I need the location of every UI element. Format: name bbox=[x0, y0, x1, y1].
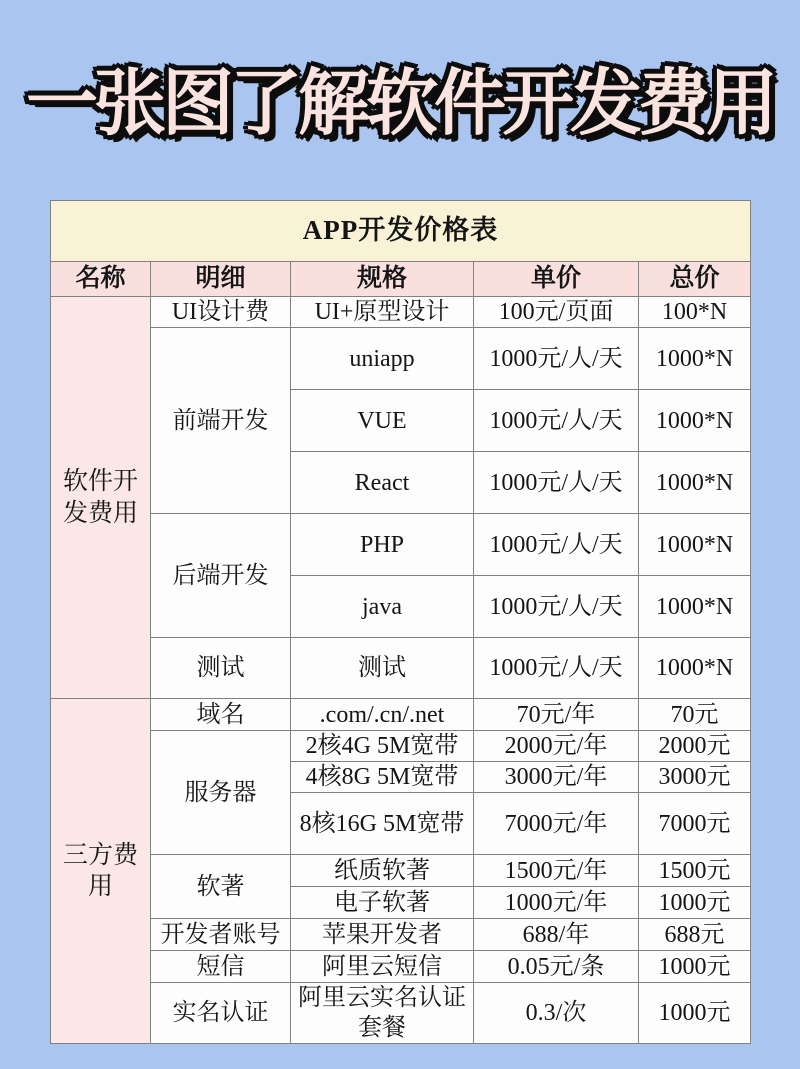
spec-cell: java bbox=[291, 576, 474, 638]
total-price-cell: 1000*N bbox=[639, 576, 751, 638]
unit-price-cell: 100元/页面 bbox=[474, 297, 639, 328]
column-header-3: 单价 bbox=[474, 262, 639, 297]
unit-price-cell: 70元/年 bbox=[474, 699, 639, 731]
detail-cell: 域名 bbox=[151, 699, 291, 731]
table-row bbox=[51, 514, 751, 576]
unit-price-cell: 1000元/人/天 bbox=[474, 576, 639, 638]
total-price-cell: 1000*N bbox=[639, 638, 751, 699]
name-cell: 软件开发费用 bbox=[51, 297, 151, 699]
detail-cell: 后端开发 bbox=[151, 514, 291, 638]
total-price-cell: 2000元 bbox=[639, 731, 751, 762]
price-table-body bbox=[51, 297, 751, 1044]
unit-price-cell: 2000元/年 bbox=[474, 731, 639, 762]
detail-cell: 软著 bbox=[151, 855, 291, 919]
table-row bbox=[51, 983, 751, 1044]
total-price-cell: 1000*N bbox=[639, 328, 751, 390]
total-price-cell: 1500元 bbox=[639, 855, 751, 887]
price-table-head bbox=[51, 201, 751, 297]
spec-cell: .com/.cn/.net bbox=[291, 699, 474, 731]
unit-price-cell: 1000元/年 bbox=[474, 887, 639, 919]
table-row bbox=[51, 699, 751, 731]
spec-cell: 4核8G 5M宽带 bbox=[291, 762, 474, 793]
total-price-cell: 1000*N bbox=[639, 390, 751, 452]
detail-cell: UI设计费 bbox=[151, 297, 291, 328]
unit-price-cell: 1000元/人/天 bbox=[474, 514, 639, 576]
unit-price-cell: 1500元/年 bbox=[474, 855, 639, 887]
table-row bbox=[51, 951, 751, 983]
table-row bbox=[51, 855, 751, 887]
spec-cell: 阿里云实名认证套餐 bbox=[291, 983, 474, 1044]
spec-cell: VUE bbox=[291, 390, 474, 452]
column-header-row bbox=[51, 262, 751, 297]
table-title-row bbox=[51, 201, 751, 262]
spec-cell: 纸质软著 bbox=[291, 855, 474, 887]
table-title: APP开发价格表 bbox=[51, 201, 751, 262]
price-table bbox=[50, 200, 751, 1044]
unit-price-cell: 688/年 bbox=[474, 919, 639, 951]
total-price-cell: 100*N bbox=[639, 297, 751, 328]
unit-price-cell: 7000元/年 bbox=[474, 793, 639, 855]
detail-cell: 前端开发 bbox=[151, 328, 291, 514]
column-header-2: 规格 bbox=[291, 262, 474, 297]
spec-cell: 2核4G 5M宽带 bbox=[291, 731, 474, 762]
column-header-4: 总价 bbox=[639, 262, 751, 297]
page-title: 一张图了解软件开发费用 bbox=[25, 61, 774, 145]
total-price-cell: 1000元 bbox=[639, 951, 751, 983]
total-price-cell: 7000元 bbox=[639, 793, 751, 855]
column-header-1: 明细 bbox=[151, 262, 291, 297]
name-cell: 三方费用 bbox=[51, 699, 151, 1044]
detail-cell: 开发者账号 bbox=[151, 919, 291, 951]
table-row bbox=[51, 328, 751, 390]
table-row bbox=[51, 297, 751, 328]
price-table-container bbox=[50, 200, 750, 1044]
spec-cell: 8核16G 5M宽带 bbox=[291, 793, 474, 855]
unit-price-cell: 0.05元/条 bbox=[474, 951, 639, 983]
unit-price-cell: 1000元/人/天 bbox=[474, 328, 639, 390]
table-row bbox=[51, 919, 751, 951]
table-row bbox=[51, 731, 751, 762]
detail-cell: 短信 bbox=[151, 951, 291, 983]
unit-price-cell: 3000元/年 bbox=[474, 762, 639, 793]
total-price-cell: 1000元 bbox=[639, 983, 751, 1044]
spec-cell: React bbox=[291, 452, 474, 514]
unit-price-cell: 1000元/人/天 bbox=[474, 452, 639, 514]
unit-price-cell: 0.3/次 bbox=[474, 983, 639, 1044]
spec-cell: 阿里云短信 bbox=[291, 951, 474, 983]
total-price-cell: 1000*N bbox=[639, 514, 751, 576]
detail-cell: 服务器 bbox=[151, 731, 291, 855]
total-price-cell: 70元 bbox=[639, 699, 751, 731]
table-row bbox=[51, 638, 751, 699]
spec-cell: uniapp bbox=[291, 328, 474, 390]
total-price-cell: 1000元 bbox=[639, 887, 751, 919]
total-price-cell: 3000元 bbox=[639, 762, 751, 793]
spec-cell: PHP bbox=[291, 514, 474, 576]
unit-price-cell: 1000元/人/天 bbox=[474, 638, 639, 699]
column-header-0: 名称 bbox=[51, 262, 151, 297]
total-price-cell: 688元 bbox=[639, 919, 751, 951]
detail-cell: 实名认证 bbox=[151, 983, 291, 1044]
detail-cell: 测试 bbox=[151, 638, 291, 699]
spec-cell: 苹果开发者 bbox=[291, 919, 474, 951]
spec-cell: 测试 bbox=[291, 638, 474, 699]
total-price-cell: 1000*N bbox=[639, 452, 751, 514]
spec-cell: UI+原型设计 bbox=[291, 297, 474, 328]
unit-price-cell: 1000元/人/天 bbox=[474, 390, 639, 452]
spec-cell: 电子软著 bbox=[291, 887, 474, 919]
